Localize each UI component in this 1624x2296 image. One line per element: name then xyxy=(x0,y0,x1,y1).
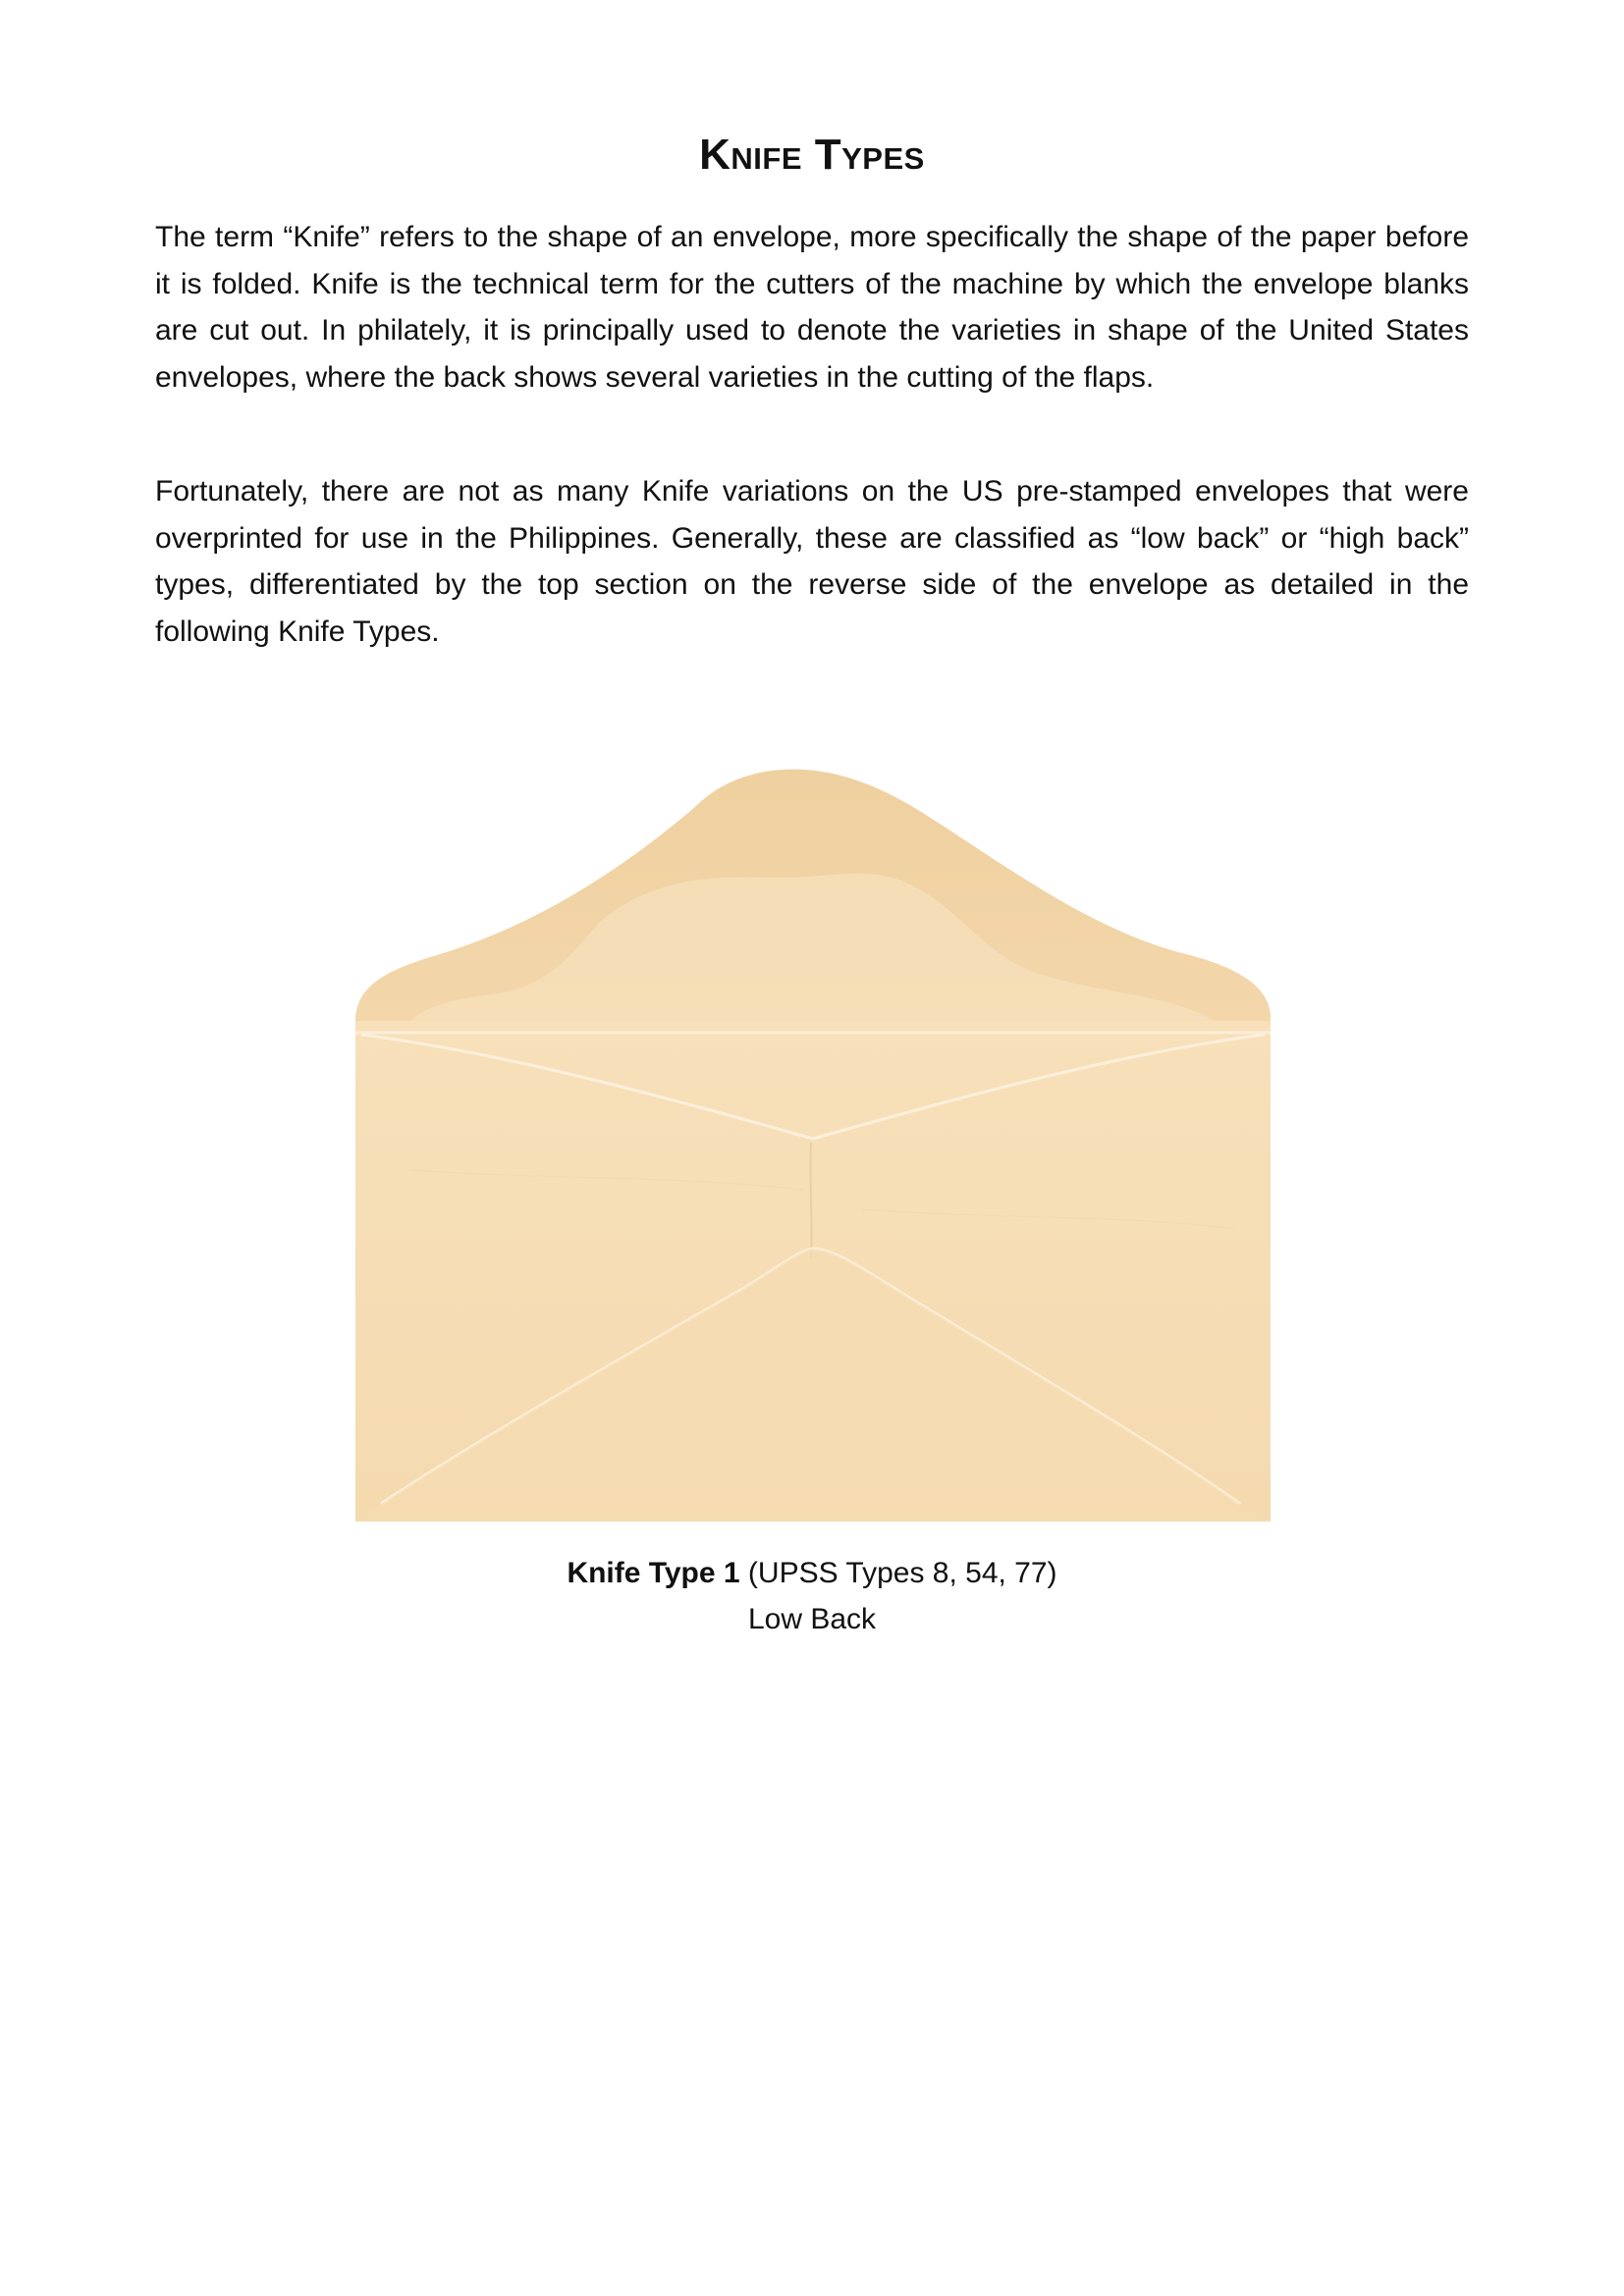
intro-paragraph: The term “Knife” refers to the shape of an envelope, more specifically the shape of the paper before it is folded. Knife is the technical term for the cutters of the machine by which the envelope blanks are cut out. In philately, it is principally used to denote the varieties in shape of the United States envelopes, where the back shows several varieties in the cutting of the flaps. xyxy=(155,221,1469,394)
caption-knife-type: Knife Type 1 xyxy=(567,1557,740,1589)
knife-variation-paragraph: Fortunately, there are not as many Knife variations on the US pre-stamped envelopes that were overprinted for use in the Philippines. Generally, these are classified as “low back” or “high back” types, differentiated by the top section on the reverse side of the envelope as detailed in the following Knife Types. xyxy=(155,475,1469,648)
page-title: Knife Types xyxy=(699,131,925,179)
center-seam xyxy=(810,1143,811,1258)
caption-upss-types: (UPSS Types 8, 54, 77) xyxy=(739,1557,1057,1589)
figure-caption xyxy=(0,1551,1624,1596)
figure-caption-subtitle: Low Back xyxy=(747,1603,877,1635)
envelope-figure xyxy=(352,758,1274,1543)
envelope-back-illustration xyxy=(352,758,1274,1543)
